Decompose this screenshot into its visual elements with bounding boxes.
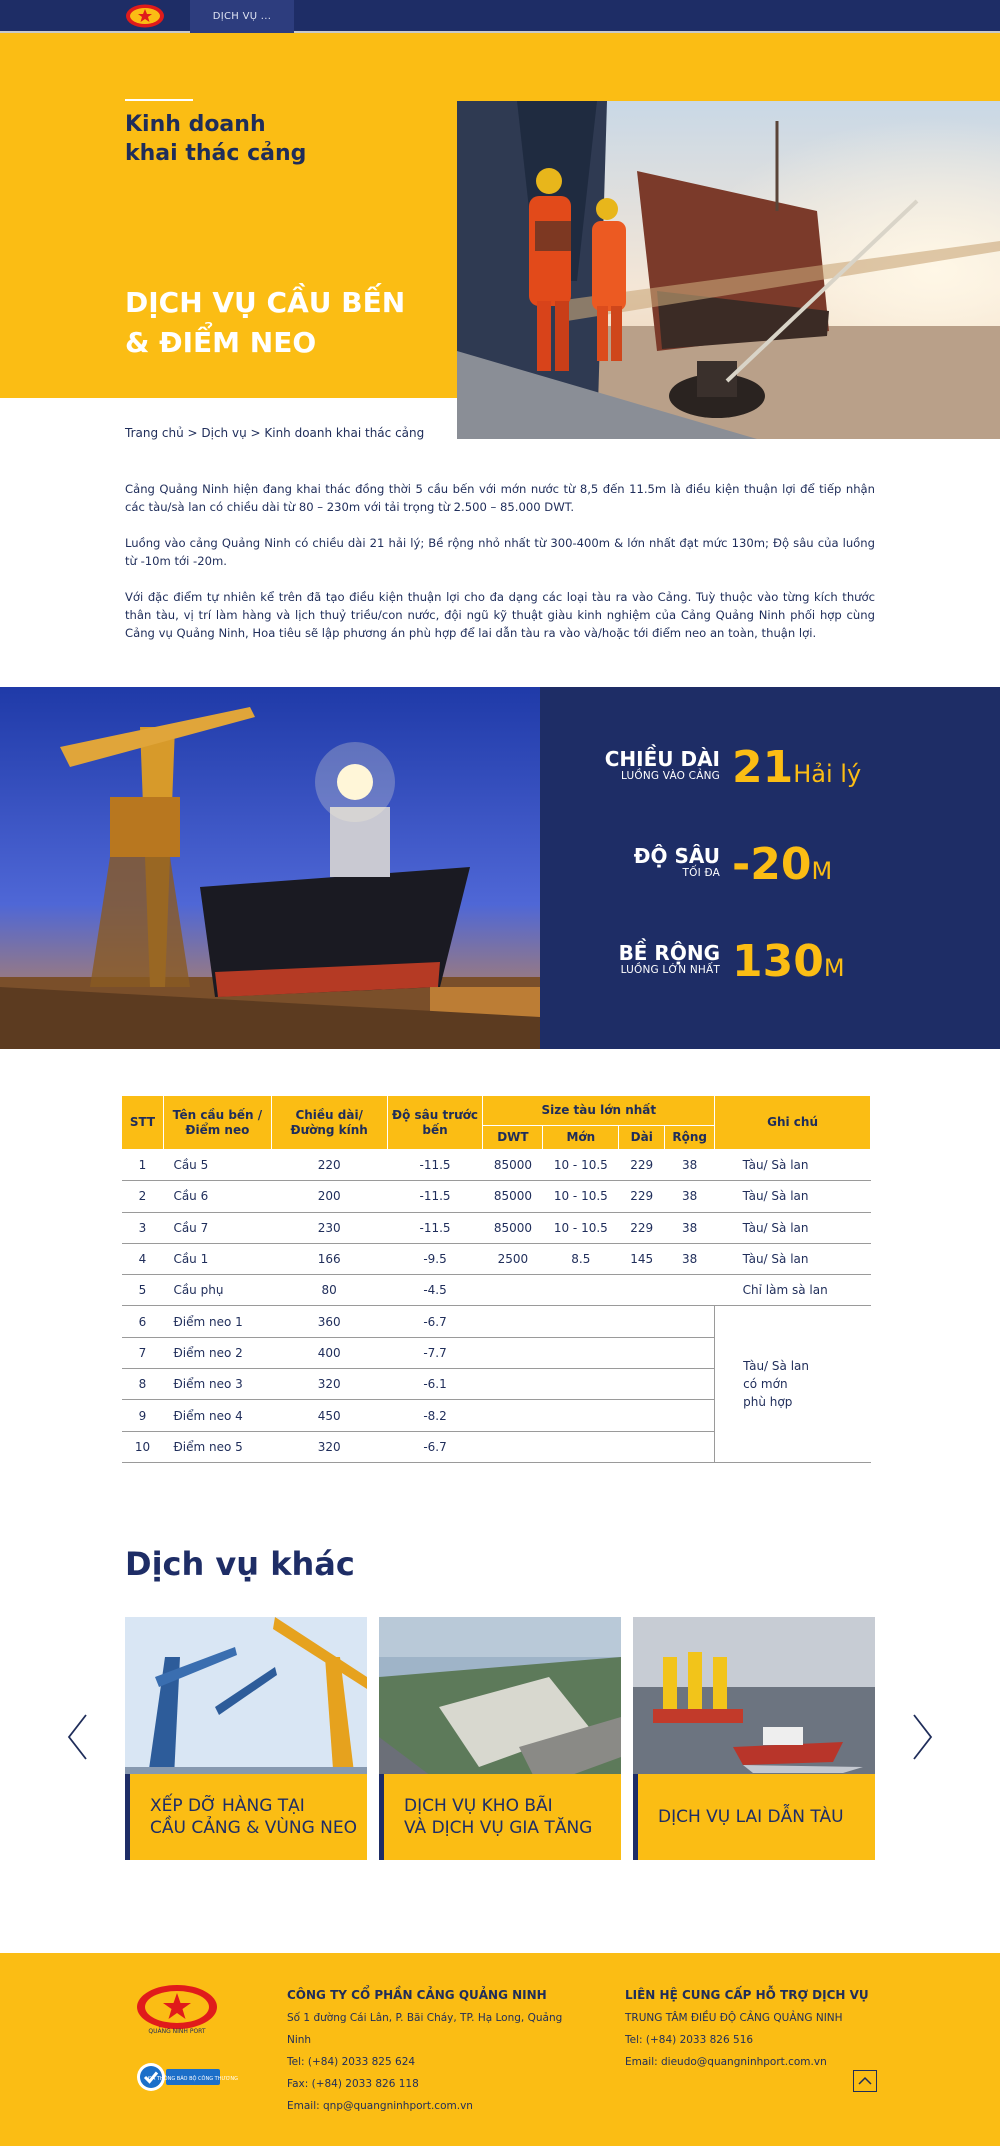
footer-company-info bbox=[287, 1987, 587, 2117]
hero-subtitle-line2: khai thác cảng bbox=[125, 141, 307, 166]
footer-support-title: LIÊN HỆ CUNG CẤP HỖ TRỢ DỊCH VỤ bbox=[625, 1988, 869, 2002]
table-row bbox=[122, 1150, 871, 1181]
header-note: Ghi chú bbox=[715, 1096, 871, 1150]
cell-depth: -11.5 bbox=[387, 1150, 483, 1181]
cell-name: Cầu 7 bbox=[163, 1212, 271, 1243]
footer-fax: Fax: (+84) 2033 826 118 bbox=[287, 2078, 419, 2090]
cell-width: 38 bbox=[665, 1181, 715, 1212]
stat-depth-label: ĐỘ SÂU bbox=[633, 844, 720, 868]
table-row bbox=[122, 1306, 871, 1337]
cell-length: 360 bbox=[271, 1306, 387, 1337]
stats-panel bbox=[540, 687, 1000, 1049]
footer-logo-text: QUẢNG NINH PORT bbox=[148, 2028, 206, 2035]
cell-note: Tàu/ Sà lan bbox=[715, 1212, 871, 1243]
cell-name: Điểm neo 1 bbox=[163, 1306, 271, 1337]
cell-depth: -4.5 bbox=[387, 1275, 483, 1306]
cell-length: 166 bbox=[271, 1243, 387, 1274]
cell-stt: 10 bbox=[122, 1431, 164, 1462]
cell-len bbox=[619, 1275, 665, 1306]
service-card-label: DỊCH VỤ KHO BÃI VÀ DỊCH VỤ GIA TĂNG bbox=[379, 1774, 621, 1860]
cell-dwt: 85000 bbox=[483, 1150, 543, 1181]
cell-length: 200 bbox=[271, 1181, 387, 1212]
cell-dwt bbox=[483, 1275, 543, 1306]
stat-width-unit: M bbox=[823, 954, 845, 982]
stat-length-sub: LUỒNG VÀO CẢNG bbox=[620, 770, 720, 782]
cell-depth: -6.1 bbox=[387, 1369, 483, 1400]
cell-name: Điểm neo 4 bbox=[163, 1400, 271, 1431]
cell-stt: 5 bbox=[122, 1275, 164, 1306]
other-services-title: Dịch vụ khác bbox=[125, 1545, 355, 1583]
service-card-cargo-handling[interactable] bbox=[125, 1617, 367, 1860]
scroll-top-button[interactable] bbox=[853, 2070, 877, 2092]
stat-length-value: 21 bbox=[732, 742, 794, 793]
footer-company-logo[interactable] bbox=[134, 1983, 220, 2035]
carousel-next-icon[interactable] bbox=[912, 1713, 934, 1761]
footer-address: Số 1 đường Cái Lân, P. Bãi Cháy, TP. Hạ Long, Quảng Ninh bbox=[287, 2012, 563, 2046]
cell-depth: -7.7 bbox=[387, 1337, 483, 1368]
cell-note: Tàu/ Sà lan bbox=[715, 1150, 871, 1181]
ministry-registered-badge[interactable] bbox=[136, 2061, 238, 2093]
table-row bbox=[122, 1212, 871, 1243]
hero-dock-workers-photo bbox=[457, 101, 1000, 439]
cell-length: 320 bbox=[271, 1431, 387, 1462]
intro-paragraph: Cảng Quảng Ninh hiện đang khai thác đồng thời 5 cầu bến với mớn nước từ 8,5 đến 11.5m là điều kiện thuận lợi để tiếp nhận các tàu/sà lan có chiều dài từ 80 – 230m với tải trọng từ 2.500 – 85.000 DWT. bbox=[125, 482, 875, 514]
table-row bbox=[122, 1181, 871, 1212]
stat-width bbox=[540, 936, 1000, 996]
header-stt: STT bbox=[122, 1096, 164, 1150]
cell-depth: -11.5 bbox=[387, 1212, 483, 1243]
cell-depth: -8.2 bbox=[387, 1400, 483, 1431]
service-card-label: XẾP DỠ HÀNG TẠI CẦU CẢNG & VÙNG NEO bbox=[125, 1774, 367, 1860]
cell-len: 229 bbox=[619, 1212, 665, 1243]
cell-stt: 1 bbox=[122, 1150, 164, 1181]
stat-depth-sub: TỐI ĐA bbox=[682, 867, 720, 879]
header-draft: Mớn bbox=[543, 1126, 619, 1150]
page-title bbox=[125, 283, 445, 363]
cell-length: 400 bbox=[271, 1337, 387, 1368]
cell-stt: 9 bbox=[122, 1400, 164, 1431]
service-card-label: DỊCH VỤ LAI DẪN TÀU bbox=[633, 1774, 875, 1860]
header-length: Chiều dài/ Đường kính bbox=[271, 1096, 387, 1150]
header-dwt: DWT bbox=[483, 1126, 543, 1150]
table-row bbox=[122, 1243, 871, 1274]
footer bbox=[0, 1953, 1000, 2146]
cell-dwt: 85000 bbox=[483, 1212, 543, 1243]
stat-length bbox=[540, 742, 1000, 802]
cell-width: 38 bbox=[665, 1212, 715, 1243]
cell-width bbox=[665, 1275, 715, 1306]
cell-draft bbox=[543, 1275, 619, 1306]
intro-paragraph: Luồng vào cảng Quảng Ninh có chiều dài 21 hải lý; Bề rộng nhỏ nhất từ 300-400m & lớn nhất đạt mức 130m; Độ sâu của luồng từ -10m tới -20m. bbox=[125, 536, 875, 568]
cell-stt: 8 bbox=[122, 1369, 164, 1400]
stat-length-label: CHIỀU DÀI bbox=[604, 747, 720, 771]
cell-draft: 10 - 10.5 bbox=[543, 1181, 619, 1212]
cell-dwt: 2500 bbox=[483, 1243, 543, 1274]
breadcrumb[interactable]: Trang chủ > Dịch vụ > Kinh doanh khai thác cảng bbox=[125, 426, 425, 440]
cell-depth: -6.7 bbox=[387, 1306, 483, 1337]
cell-name: Điểm neo 3 bbox=[163, 1369, 271, 1400]
cell-length: 320 bbox=[271, 1369, 387, 1400]
cell-depth: -11.5 bbox=[387, 1181, 483, 1212]
stat-depth-unit: M bbox=[811, 857, 833, 885]
cell-stt: 2 bbox=[122, 1181, 164, 1212]
hero-subtitle bbox=[125, 110, 435, 168]
stat-depth bbox=[540, 839, 1000, 899]
hero-subtitle-line1: Kinh doanh bbox=[125, 112, 266, 137]
chevron-up-icon bbox=[858, 2076, 872, 2086]
page-title-line1: DỊCH VỤ CẦU BẾN bbox=[125, 286, 406, 319]
footer-company-name: CÔNG TY CỔ PHẦN CẢNG QUẢNG NINH bbox=[287, 1988, 547, 2002]
cell-dwt: 85000 bbox=[483, 1181, 543, 1212]
table-row bbox=[122, 1275, 871, 1306]
cell-stt: 6 bbox=[122, 1306, 164, 1337]
port-crane-night-photo bbox=[0, 687, 540, 1049]
cell-stt: 4 bbox=[122, 1243, 164, 1274]
cell-name: Cầu 1 bbox=[163, 1243, 271, 1274]
header-name: Tên cầu bến /Điểm neo bbox=[163, 1096, 271, 1150]
cell-draft: 10 - 10.5 bbox=[543, 1150, 619, 1181]
badge-text: ĐÃ THÔNG BÁO BỘ CÔNG THƯƠNG bbox=[148, 2076, 238, 2082]
hero-top-band bbox=[0, 33, 1000, 101]
cargo-crane-photo bbox=[125, 1617, 367, 1797]
cell-draft: 10 - 10.5 bbox=[543, 1212, 619, 1243]
intro-paragraph: Với đặc điểm tự nhiên kể trên đã tạo điều kiện thuận lợi cho đa dạng các loại tàu ra vào Cảng. Tuỳ thuộc vào từng kích thước thân tàu, vị trí làm hàng và lịch thuỷ triều/con nước, đội ngũ kỹ thuật giàu kinh nghiệm của Cảng Quảng Ninh phối hợp cùng Cảng vụ Quảng Ninh, Hoa tiêu sẽ lập phương án phù hợp để lai dẫn tàu ra vào và/hoặc tới điểm neo an toàn, thuận lợi. bbox=[125, 590, 875, 640]
cell-length: 80 bbox=[271, 1275, 387, 1306]
cell-len: 229 bbox=[619, 1181, 665, 1212]
cell-width: 38 bbox=[665, 1243, 715, 1274]
cell-note: Tàu/ Sà lan bbox=[715, 1243, 871, 1274]
cell-note: Chỉ làm sà lan bbox=[715, 1275, 871, 1306]
stat-length-unit: Hải lý bbox=[793, 760, 862, 788]
footer-email[interactable]: Email: qnp@quangninhport.com.vn bbox=[287, 2100, 473, 2112]
cell-len: 229 bbox=[619, 1150, 665, 1181]
cell-note: Tàu/ Sà lan bbox=[715, 1181, 871, 1212]
tugboat-photo bbox=[633, 1617, 875, 1797]
nav-tab-services[interactable]: DỊCH VỤ ... bbox=[190, 0, 294, 33]
company-logo[interactable] bbox=[124, 3, 166, 29]
cell-name: Cầu 5 bbox=[163, 1150, 271, 1181]
berth-anchorage-table bbox=[121, 1095, 871, 1463]
cell-name: Điểm neo 5 bbox=[163, 1431, 271, 1462]
footer-tel[interactable]: Tel: (+84) 2033 825 624 bbox=[287, 2056, 416, 2068]
cell-width: 38 bbox=[665, 1150, 715, 1181]
cell-name: Cầu phụ bbox=[163, 1275, 271, 1306]
service-card-warehouse[interactable] bbox=[379, 1617, 621, 1860]
cell-anchor-note: Tàu/ Sà lan có mớn phù hợp bbox=[715, 1306, 871, 1462]
warehouse-aerial-photo bbox=[379, 1617, 621, 1797]
footer-support-email[interactable]: Email: dieudo@quangninhport.com.vn bbox=[625, 2056, 827, 2068]
carousel-prev-icon[interactable] bbox=[66, 1713, 88, 1761]
cell-length: 450 bbox=[271, 1400, 387, 1431]
hero-accent-line bbox=[125, 99, 193, 101]
footer-support-center: TRUNG TÂM ĐIỀU ĐỘ CẢNG QUẢNG NINH bbox=[625, 2012, 843, 2024]
cell-len: 145 bbox=[619, 1243, 665, 1274]
stat-depth-value: -20 bbox=[732, 839, 812, 890]
cell-stt: 3 bbox=[122, 1212, 164, 1243]
cell-name: Điểm neo 2 bbox=[163, 1337, 271, 1368]
stat-width-value: 130 bbox=[732, 936, 824, 987]
cell-length: 230 bbox=[271, 1212, 387, 1243]
service-card-pilotage[interactable] bbox=[633, 1617, 875, 1860]
stat-width-sub: LUỒNG LỚN NHẤT bbox=[620, 964, 720, 976]
page-title-line2: & ĐIỂM NEO bbox=[125, 326, 317, 359]
top-navigation-bar bbox=[0, 0, 1000, 33]
cell-draft: 8.5 bbox=[543, 1243, 619, 1274]
header-width: Rộng bbox=[665, 1126, 715, 1150]
intro-text bbox=[125, 480, 875, 660]
cell-name: Cầu 6 bbox=[163, 1181, 271, 1212]
header-len: Dài bbox=[619, 1126, 665, 1150]
cell-depth: -6.7 bbox=[387, 1431, 483, 1462]
footer-support-tel[interactable]: Tel: (+84) 2033 826 516 bbox=[625, 2034, 754, 2046]
cell-depth: -9.5 bbox=[387, 1243, 483, 1274]
cell-length: 220 bbox=[271, 1150, 387, 1181]
cell-stt: 7 bbox=[122, 1337, 164, 1368]
header-size: Size tàu lớn nhất bbox=[483, 1096, 715, 1126]
header-depth: Độ sâu trước bến bbox=[387, 1096, 483, 1150]
stat-width-label: BỀ RỘNG bbox=[618, 941, 720, 965]
footer-support-info bbox=[625, 1987, 905, 2073]
